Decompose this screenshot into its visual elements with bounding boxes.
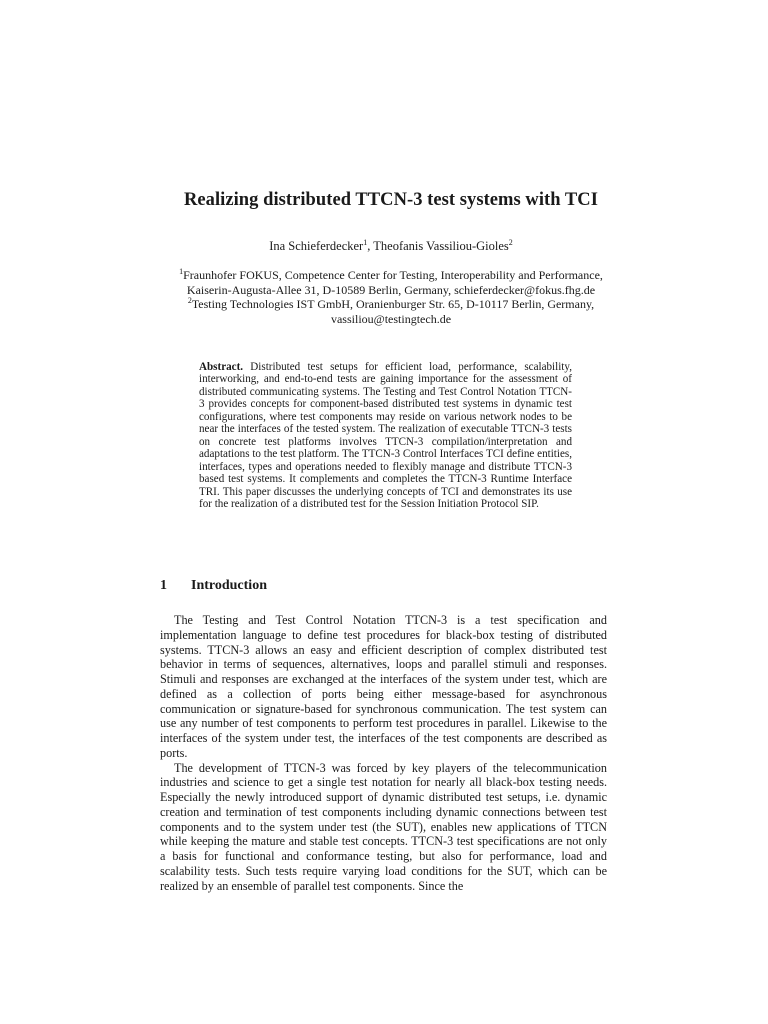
affiliation-text: Fraunhofer FOKUS, Competence Center for Testing, Interoperability and Performance, <box>183 268 603 282</box>
affiliations-block <box>0 268 768 326</box>
section-title: Introduction <box>191 578 267 593</box>
section-body <box>160 613 607 893</box>
section-number: 1 <box>160 578 167 593</box>
body-paragraph: The Testing and Test Control Notation TTCN-3 is a test specification and implementation language to define test procedures for black-box testing of distributed systems. TTCN-3 allows an easy and efficient description of complex distributed test behavior in terms of sequences, alternatives, loops and parallel stimuli and responses. Stimuli and responses are exchanged at the interfaces of the system under test, which are defined as a collection of ports being either message-based for asynchronous communication or signature-based for synchronous communication. The test system can use any number of test components to perform test procedures in parallel. Likewise to the interfaces of the system under test, the interfaces of the test components are described as ports. <box>160 613 607 760</box>
affiliation-1-line-2: Kaiserin-Augusta-Allee 31, D-10589 Berlin, Germany, schieferdecker@fokus.fhg.de <box>186 282 596 297</box>
author-name: Ina Schieferdecker <box>269 239 364 253</box>
abstract-label: Abstract. <box>199 361 244 373</box>
affiliation-2-line-2: vassiliou@testingtech.de <box>330 311 452 326</box>
section-heading <box>160 578 267 594</box>
author-separator: , <box>367 239 374 253</box>
abstract-text: Distributed test setups for efficient load, performance, scalability, interworking, and end-to-end tests are gaining importance for the assessment of distributed communicating systems. The Testing and Test Control Notation TTCN-3 provides concepts for component-based distributed test systems in dynamic test configurations, where test components may reside on various network nodes to be near the interfaces of the tested system. The realization of executable TTCN-3 tests on concrete test platforms involves TTCN-3 compilation/interpretation and adaptations to the test platform. The TTCN-3 Control Interfaces TCI define entities, interfaces, types and operations needed to flexibly manage and distribute TTCN-3 based test systems. It complements and completes the TTCN-3 Runtime Interface TRI. This paper discusses the underlying concepts of TCI and demonstrates its use for the realization of a distributed test for the Session Initiation Protocol SIP. <box>199 361 572 510</box>
abstract-block <box>199 361 572 510</box>
affiliation-marker: 2 <box>187 296 192 306</box>
affiliation-2-line-1 <box>0 297 768 312</box>
body-paragraph: The development of TTCN-3 was forced by key players of the telecommunication industries and science to get a single test notation for nearly all black-box testing needs. Especially the newly introduced support of dynamic distributed test setups, i.e. dynamic creation and termination of test components including dynamic connections between test components and to the system under test (the SUT), enables new applications of TTCN while keeping the mature and stable test concepts. TTCN-3 test specifications are not only a basis for functional and conformance testing, but also for performance, load and scalability tests. Such tests require varying load conditions for the SUT, which can be realized by an ensemble of parallel test components. Since the <box>160 760 607 893</box>
author-line <box>0 239 768 254</box>
affiliation-marker: 1 <box>179 267 184 276</box>
affiliation-marker: 2 <box>508 237 513 247</box>
author-name: Theofanis Vassiliou-Gioles <box>373 239 509 253</box>
affiliation-1-line-1 <box>0 268 768 283</box>
paper-title: Realizing distributed TTCN-3 test systems with TCI <box>184 190 598 210</box>
affiliation-text: Testing Technologies IST GmbH, Oranienburger Str. 65, D-10117 Berlin, Germany, <box>191 297 595 312</box>
affiliation-marker: 1 <box>363 237 368 247</box>
